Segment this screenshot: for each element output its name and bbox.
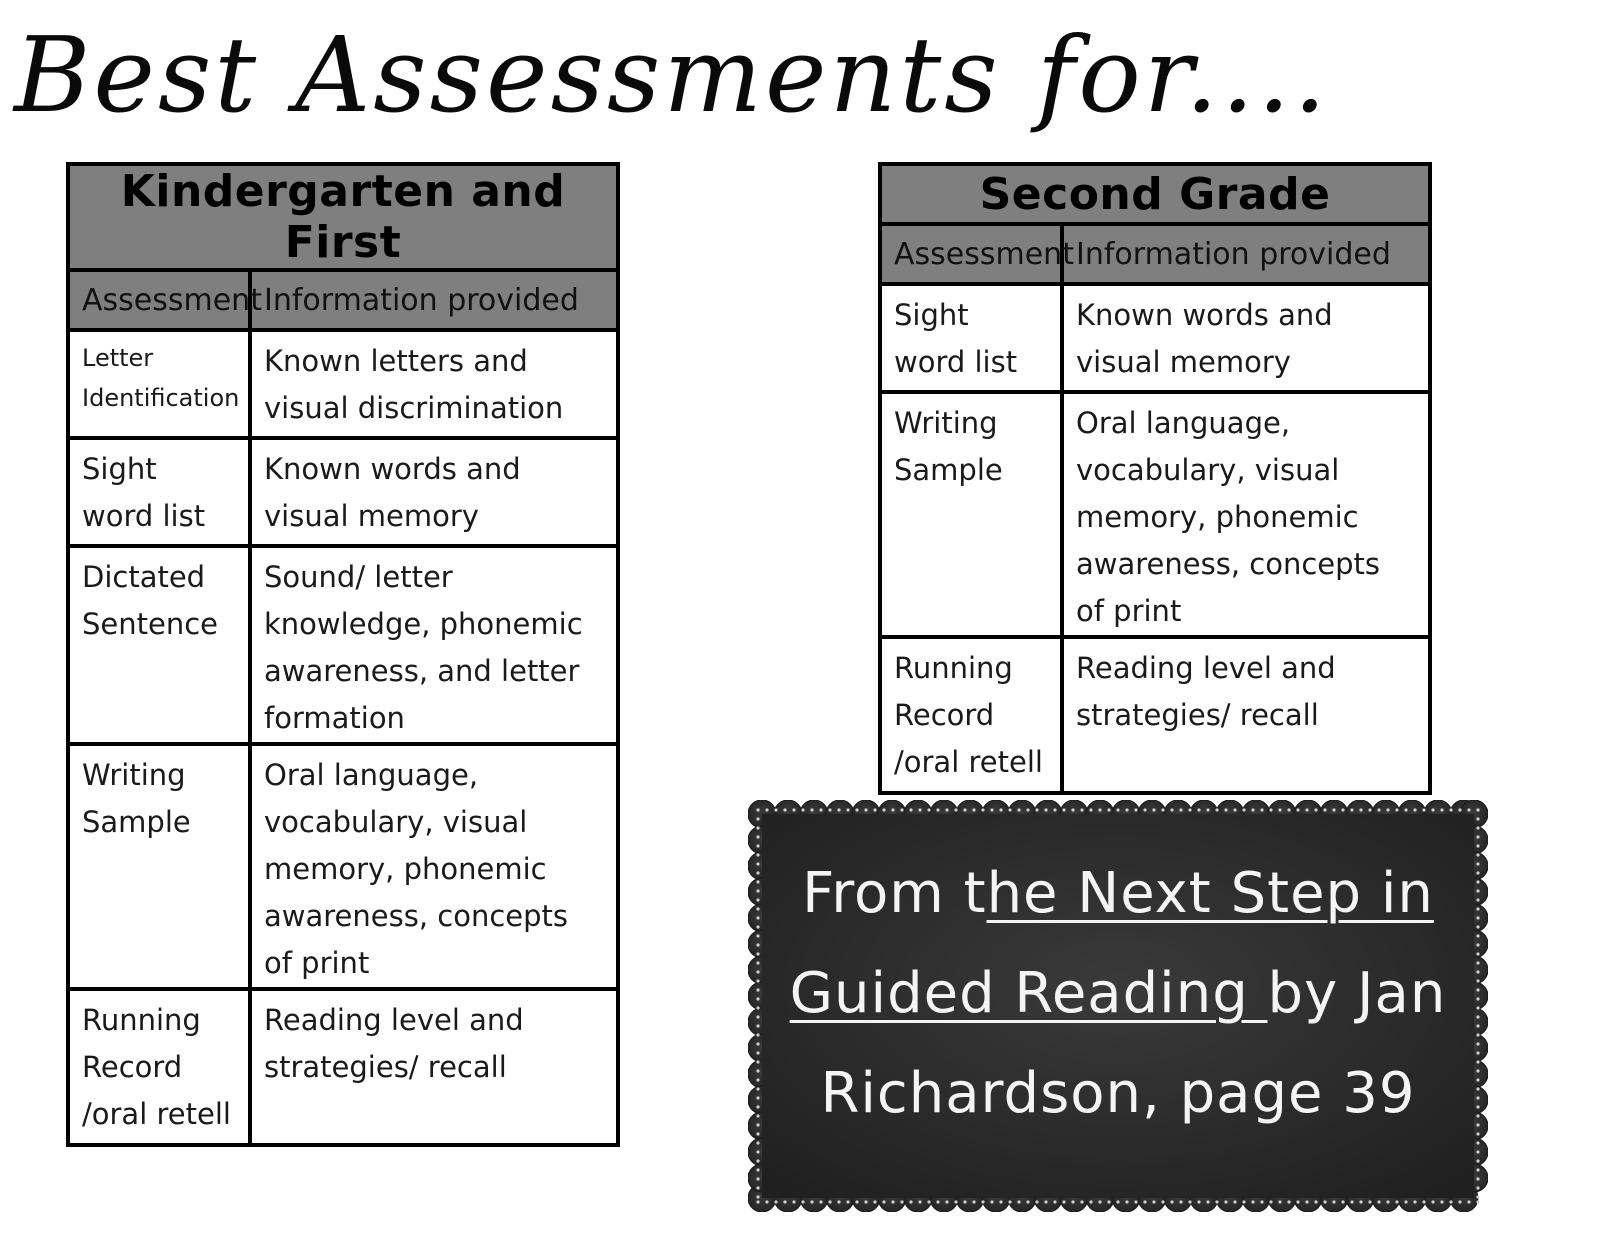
information-cell: Reading level and strategies/ recall (1062, 637, 1430, 793)
stitch-dot (774, 1200, 777, 1203)
stitch-dot (1467, 1200, 1470, 1203)
stitch-dot (1476, 844, 1479, 847)
assessment-column-header: Assessment (880, 224, 1062, 284)
stitch-dot (954, 1200, 957, 1203)
stitch-dot (1476, 889, 1479, 892)
stitch-dot (1476, 1006, 1479, 1009)
stitch-dot (756, 862, 759, 865)
source-chalkboard (748, 800, 1488, 1212)
assessment-column-header: Assessment (68, 270, 250, 330)
stitch-dot (1476, 1024, 1479, 1027)
stitch-dot (756, 1024, 759, 1027)
stitch-dot (873, 808, 876, 811)
stitch-dot (756, 1186, 759, 1189)
assessment-cell: Running Record /oral retell (68, 989, 250, 1145)
stitch-dot (963, 1200, 966, 1203)
stitch-dot (1476, 1069, 1479, 1072)
stitch-dot (1197, 1200, 1200, 1203)
stitch-dot (1179, 1200, 1182, 1203)
stitch-dot (981, 808, 984, 811)
information-column-header: Information provided (250, 270, 618, 330)
stitch-dot (1422, 1200, 1425, 1203)
stitch-dot (1476, 1051, 1479, 1054)
stitch-dot (1467, 808, 1470, 811)
stitch-dot (900, 808, 903, 811)
information-column-header: Information provided (1062, 224, 1430, 284)
stitch-dot (1431, 1200, 1434, 1203)
stitch-dot (1305, 1200, 1308, 1203)
stitch-dot (1350, 1200, 1353, 1203)
information-cell: Known words and visual memory (250, 438, 618, 546)
stitch-dot (1476, 826, 1479, 829)
stitch-dot (1476, 1033, 1479, 1036)
stitch-dot (765, 808, 768, 811)
stitch-dot (1044, 1200, 1047, 1203)
stitch-dot (1476, 808, 1479, 811)
stitch-dot (756, 1033, 759, 1036)
table-row (880, 284, 1430, 392)
stitch-dot (756, 898, 759, 901)
stitch-dot (756, 853, 759, 856)
assessment-cell: Writing Sample (880, 392, 1062, 637)
stitch-dot (756, 1042, 759, 1045)
stitch-dot (1476, 952, 1479, 955)
stitch-dot (1035, 1200, 1038, 1203)
stitch-dot (1476, 997, 1479, 1000)
stitch-dot (1116, 808, 1119, 811)
stitch-dot (927, 1200, 930, 1203)
stitch-dot (1026, 808, 1029, 811)
stitch-dot (1476, 907, 1479, 910)
stitch-dot (1242, 808, 1245, 811)
stitch-dot (1440, 808, 1443, 811)
stitch-dot (1080, 808, 1083, 811)
stitch-dot (1035, 808, 1038, 811)
stitch-dot (756, 844, 759, 847)
stitch-dot (756, 871, 759, 874)
information-cell: Oral language, vocabulary, visual memory, phonemic awareness, concepts of print (250, 744, 618, 989)
citation-prefix: From t (802, 861, 987, 926)
stitch-dot (1161, 808, 1164, 811)
stitch-dot (1206, 808, 1209, 811)
stitch-dot (1269, 808, 1272, 811)
stitch-dot (756, 979, 759, 982)
stitch-dot (1476, 970, 1479, 973)
assessment-cell: Running Record /oral retell (880, 637, 1062, 793)
stitch-dot (756, 1096, 759, 1099)
stitch-dot (783, 808, 786, 811)
stitch-dot (756, 934, 759, 937)
stitch-dot (972, 808, 975, 811)
stitch-dot (1476, 961, 1479, 964)
stitch-dot (1071, 1200, 1074, 1203)
stitch-dot (1143, 1200, 1146, 1203)
table-title: Second Grade (880, 164, 1430, 224)
stitch-dot (1476, 1141, 1479, 1144)
stitch-dot (1377, 1200, 1380, 1203)
stitch-dot (1197, 808, 1200, 811)
book-title: he Next Step in Guided Reading (789, 861, 1434, 1026)
stitch-dot (1368, 808, 1371, 811)
stitch-dot (1440, 1200, 1443, 1203)
stitch-dot (1413, 808, 1416, 811)
stitch-dot (1251, 1200, 1254, 1203)
assessment-cell: Sight word list (880, 284, 1062, 392)
stitch-dot (756, 1087, 759, 1090)
citation-suffix: by Jan Richardson, page 39 (820, 961, 1447, 1126)
stitch-dot (756, 997, 759, 1000)
stitch-dot (756, 943, 759, 946)
stitch-dot (1251, 808, 1254, 811)
stitch-dot (918, 1200, 921, 1203)
stitch-dot (1359, 808, 1362, 811)
stitch-dot (756, 1141, 759, 1144)
stitch-dot (756, 1060, 759, 1063)
stitch-dot (981, 1200, 984, 1203)
stitch-dot (1476, 1105, 1479, 1108)
stitch-dot (1341, 808, 1344, 811)
stitch-dot (999, 1200, 1002, 1203)
stitch-dot (1368, 1200, 1371, 1203)
stitch-dot (1476, 835, 1479, 838)
stitch-dot (1224, 1200, 1227, 1203)
stitch-dot (1413, 1200, 1416, 1203)
stitch-dot (1476, 817, 1479, 820)
stitch-dot (1089, 1200, 1092, 1203)
stitch-dot (783, 1200, 786, 1203)
stitch-dot (999, 808, 1002, 811)
stitch-dot (819, 808, 822, 811)
stitch-dot (1476, 1150, 1479, 1153)
stitch-dot (756, 1200, 759, 1203)
stitch-dot (936, 1200, 939, 1203)
stitch-dot (756, 1105, 759, 1108)
stitch-dot (1179, 808, 1182, 811)
stitch-dot (1476, 979, 1479, 982)
stitch-dot (1449, 808, 1452, 811)
stitch-dot (1062, 1200, 1065, 1203)
stitch-dot (1017, 808, 1020, 811)
stitch-dot (1107, 1200, 1110, 1203)
stitch-dot (1476, 925, 1479, 928)
stitch-dot (1404, 1200, 1407, 1203)
stitch-dot (1476, 1186, 1479, 1189)
stitch-dot (1431, 808, 1434, 811)
stitch-dot (756, 1195, 759, 1198)
stitch-dot (1476, 1159, 1479, 1162)
stitch-dot (945, 1200, 948, 1203)
stitch-dot (810, 1200, 813, 1203)
page-title: Best Assessments for.... (14, 14, 1330, 136)
table-row (68, 330, 618, 438)
stitch-dot (1242, 1200, 1245, 1203)
stitch-dot (765, 1200, 768, 1203)
stitch-dot (1080, 1200, 1083, 1203)
stitch-dot (1476, 871, 1479, 874)
stitch-dot (1476, 1200, 1479, 1203)
table-title: Kindergarten and First (68, 164, 618, 270)
stitch-dot (1476, 943, 1479, 946)
stitch-dot (1134, 808, 1137, 811)
stitch-dot (1017, 1200, 1020, 1203)
stitch-dot (1152, 808, 1155, 811)
stitch-dot (810, 808, 813, 811)
stitch-dot (792, 808, 795, 811)
stitch-dot (1476, 898, 1479, 901)
stitch-dot (756, 1150, 759, 1153)
stitch-dot (900, 1200, 903, 1203)
stitch-dot (954, 808, 957, 811)
information-cell: Known letters and visual discrimination (250, 330, 618, 438)
table-row (68, 546, 618, 744)
stitch-dot (756, 916, 759, 919)
information-cell: Reading level and strategies/ recall (250, 989, 618, 1145)
stitch-dot (855, 808, 858, 811)
stitch-dot (756, 1015, 759, 1018)
stitch-dot (756, 1069, 759, 1072)
stitch-dot (756, 1159, 759, 1162)
stitch-dot (756, 925, 759, 928)
stitch-dot (1125, 808, 1128, 811)
stitch-dot (756, 988, 759, 991)
stitch-dot (1170, 808, 1173, 811)
stitch-dot (1314, 808, 1317, 811)
stitch-dot (1476, 1015, 1479, 1018)
stitch-dot (1476, 1195, 1479, 1198)
source-citation (768, 844, 1468, 1144)
stitch-dot (891, 808, 894, 811)
stitch-dot (756, 817, 759, 820)
stitch-dot (828, 1200, 831, 1203)
table-row (68, 744, 618, 989)
stitch-dot (756, 961, 759, 964)
stitch-dot (1278, 808, 1281, 811)
stitch-dot (756, 880, 759, 883)
assessment-cell: Writing Sample (68, 744, 250, 989)
stitch-dot (891, 1200, 894, 1203)
information-cell: Known words and visual memory (1062, 284, 1430, 392)
stitch-dot (864, 1200, 867, 1203)
stitch-dot (1053, 1200, 1056, 1203)
stitch-dot (1476, 1078, 1479, 1081)
stitch-dot (1098, 808, 1101, 811)
stitch-dot (1476, 1060, 1479, 1063)
second-grade-table (878, 162, 1432, 795)
stitch-dot (1224, 808, 1227, 811)
stitch-dot (1341, 1200, 1344, 1203)
stitch-dot (1089, 808, 1092, 811)
stitch-dot (1188, 1200, 1191, 1203)
stitch-dot (756, 1078, 759, 1081)
stitch-dot (1395, 808, 1398, 811)
stitch-dot (846, 808, 849, 811)
stitch-dot (1395, 1200, 1398, 1203)
stitch-dot (1260, 1200, 1263, 1203)
stitch-dot (1323, 808, 1326, 811)
stitch-dot (1107, 808, 1110, 811)
stitch-dot (1323, 1200, 1326, 1203)
stitch-dot (756, 889, 759, 892)
stitch-dot (1359, 1200, 1362, 1203)
stitch-dot (1296, 808, 1299, 811)
stitch-dot (972, 1200, 975, 1203)
stitch-dot (936, 808, 939, 811)
stitch-dot (1008, 808, 1011, 811)
stitch-dot (828, 808, 831, 811)
stitch-dot (1287, 808, 1290, 811)
stitch-dot (756, 835, 759, 838)
stitch-dot (1143, 808, 1146, 811)
stitch-dot (1476, 1042, 1479, 1045)
stitch-dot (756, 1006, 759, 1009)
stitch-dot (873, 1200, 876, 1203)
stitch-dot (1476, 880, 1479, 883)
stitch-dot (1071, 808, 1074, 811)
stitch-dot (1458, 808, 1461, 811)
stitch-dot (846, 1200, 849, 1203)
stitch-dot (1476, 1168, 1479, 1171)
stitch-dot (819, 1200, 822, 1203)
stitch-dot (1404, 808, 1407, 811)
table-row (880, 637, 1430, 793)
stitch-dot (1476, 1123, 1479, 1126)
stitch-dot (756, 1114, 759, 1117)
stitch-dot (774, 808, 777, 811)
stitch-dot (1215, 1200, 1218, 1203)
stitch-dot (1476, 853, 1479, 856)
stitch-dot (1026, 1200, 1029, 1203)
information-cell: Oral language, vocabulary, visual memory, phonemic awareness, concepts of print (1062, 392, 1430, 637)
assessment-cell: Letter Identification (68, 330, 250, 438)
stitch-dot (756, 1123, 759, 1126)
stitch-dot (1476, 1114, 1479, 1117)
stitch-dot (1008, 1200, 1011, 1203)
stitch-dot (1260, 808, 1263, 811)
stitch-dot (945, 808, 948, 811)
stitch-dot (1134, 1200, 1137, 1203)
stitch-dot (909, 1200, 912, 1203)
stitch-dot (1422, 808, 1425, 811)
stitch-dot (1476, 934, 1479, 937)
stitch-dot (1233, 808, 1236, 811)
stitch-dot (756, 1177, 759, 1180)
stitch-dot (927, 808, 930, 811)
stitch-dot (882, 808, 885, 811)
stitch-dot (1377, 808, 1380, 811)
stitch-dot (756, 808, 759, 811)
stitch-dot (756, 1168, 759, 1171)
stitch-dot (963, 808, 966, 811)
stitch-dot (1476, 988, 1479, 991)
stitch-dot (990, 808, 993, 811)
stitch-dot (792, 1200, 795, 1203)
kindergarten-first-table (66, 162, 620, 1147)
stitch-dot (1332, 1200, 1335, 1203)
stitch-dot (1215, 808, 1218, 811)
stitch-dot (1152, 1200, 1155, 1203)
stitch-dot (1476, 1132, 1479, 1135)
stitch-dot (1458, 1200, 1461, 1203)
stitch-dot (1476, 1096, 1479, 1099)
stitch-dot (1476, 1087, 1479, 1090)
table-row (68, 989, 618, 1145)
stitch-dot (1386, 1200, 1389, 1203)
table-row (880, 392, 1430, 637)
stitch-dot (990, 1200, 993, 1203)
assessment-cell: Sight word list (68, 438, 250, 546)
table-row (68, 438, 618, 546)
stitch-dot (1062, 808, 1065, 811)
stitch-dot (837, 808, 840, 811)
stitch-dot (1476, 916, 1479, 919)
stitch-dot (1449, 1200, 1452, 1203)
stitch-dot (1116, 1200, 1119, 1203)
stitch-dot (1170, 1200, 1173, 1203)
stitch-dot (1314, 1200, 1317, 1203)
stitch-dot (1476, 862, 1479, 865)
stitch-dot (864, 808, 867, 811)
stitch-dot (1476, 1177, 1479, 1180)
stitch-dot (1125, 1200, 1128, 1203)
stitch-dot (801, 808, 804, 811)
stitch-dot (855, 1200, 858, 1203)
stitch-dot (756, 1051, 759, 1054)
stitch-dot (1161, 1200, 1164, 1203)
stitch-dot (909, 808, 912, 811)
stitch-dot (1188, 808, 1191, 811)
stitch-dot (1305, 808, 1308, 811)
stitch-dot (1332, 808, 1335, 811)
assessment-cell: Dictated Sentence (68, 546, 250, 744)
stitch-dot (1386, 808, 1389, 811)
stitch-dot (1044, 808, 1047, 811)
stitch-dot (1287, 1200, 1290, 1203)
stitch-dot (918, 808, 921, 811)
stitch-dot (1296, 1200, 1299, 1203)
stitch-dot (756, 1132, 759, 1135)
stitch-dot (882, 1200, 885, 1203)
stitch-dot (837, 1200, 840, 1203)
information-cell: Sound/ letter knowledge, phonemic awareness, and letter formation (250, 546, 618, 744)
stitch-dot (756, 952, 759, 955)
stitch-dot (1278, 1200, 1281, 1203)
stitch-dot (756, 907, 759, 910)
stitch-dot (1233, 1200, 1236, 1203)
stitch-dot (756, 826, 759, 829)
stitch-dot (1053, 808, 1056, 811)
stitch-dot (801, 1200, 804, 1203)
stitch-dot (1350, 808, 1353, 811)
stitch-dot (1098, 1200, 1101, 1203)
stitch-dot (1269, 1200, 1272, 1203)
stitch-dot (1206, 1200, 1209, 1203)
stitch-dot (756, 970, 759, 973)
